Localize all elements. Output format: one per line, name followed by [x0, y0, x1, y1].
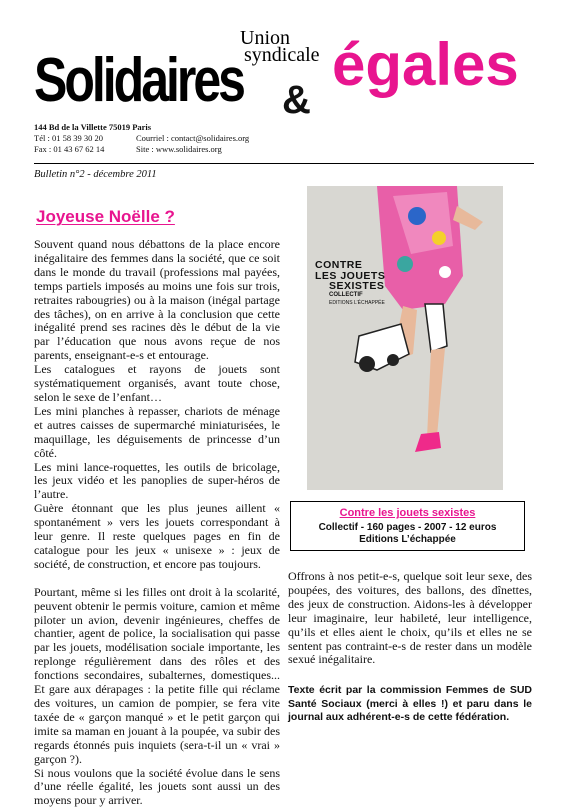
contact-row-phone — [34, 133, 534, 144]
robot-knee — [425, 304, 447, 352]
fax: Fax : 01 43 67 62 14 — [34, 144, 105, 154]
egales-title: égales — [332, 31, 519, 98]
cover-title-line: CONTRE — [315, 259, 363, 271]
website-link[interactable]: Site : www.solidaires.org — [136, 144, 222, 154]
ampersand: & — [282, 78, 311, 122]
email-link[interactable]: Courriel : contact@solidaires.org — [136, 133, 250, 143]
cover-title — [315, 260, 385, 292]
paragraph-catalogues: Les catalogues et rayons de jouets sont systématiquement organisés, avant toute chose, selon le sexe de l’enfant… — [34, 362, 280, 404]
paragraph-boys-toys: Les mini lance-roquettes, les outils de bricolage, les jeux vidéo et les panoplies de super-héros de l’autre. — [34, 459, 280, 502]
caption-publisher: Editions L’échappée — [359, 534, 456, 545]
phone: Tél : 01 58 39 30 20 — [34, 133, 103, 143]
masthead — [34, 27, 534, 122]
union-label: Union — [240, 27, 290, 49]
paragraph-unisex: Guère étonnant que les plus jeunes aillent « spontanément » vers les jouets correspondant à leur genre. Il reste quelques pages en fin de catalogue pour les jeux « unisexe » : jeux de société, de construction, et encore pas toujours. — [34, 501, 280, 571]
cover-collectif: COLLECTIF — [329, 292, 363, 298]
pink-shoe — [415, 432, 441, 452]
paragraph-equality: Si nous voulons que la société évolue dans le sens d’une réelle égalité, les jouets sont aussi un des moyens pour y arriver. — [34, 765, 280, 808]
brand-logo-text: Solidaires — [34, 44, 243, 115]
dress-dot — [439, 266, 451, 278]
caption-title: Contre les jouets sexistes — [339, 507, 476, 519]
paragraph-offer: Offrons à nos petit-e-s, quelque soit leur sexe, des poupées, des voitures, des ballons, des dînettes, des jeux de construction. Aidons-les à développer leur imaginaire, leur habileté, leur intelligence, qu’ils et elles aient le choix, qu’ils et elles ne se sentent pas contraint-e-s de rester dans un modèle sexué inégalitaire. — [288, 569, 532, 667]
article-left-column — [34, 238, 280, 808]
paragraph-girls-toys: Les mini planches à repasser, chariots de ménage et autres caisses de supermarché miniaturisées, le maquillage, les déguisements de princesse d’un côté. — [34, 403, 280, 460]
cover-title-line: LES JOUETS — [315, 269, 386, 282]
contact-block — [34, 122, 534, 155]
doll-illustration — [307, 186, 503, 490]
paragraph-intro: Souvent quand nous débattons de la place encore inégalitaire des femmes dans la société, que ce soit dans le monde du travail (professions mal payées, temps partiels imposés au moins une fois sur trois, retraites rabougries) ou à la maison (inégal partage des tâches), on en arrive à la conclusion que cette inégalité prend ses racines dès le début de la vie par l’éducation que nous avons reçue de nos parents, enseignant-e-s et entourage. — [34, 237, 280, 363]
article-title: Joyeuse Noëlle ? — [36, 207, 175, 226]
dress-dot — [408, 207, 426, 225]
dress-dot — [432, 231, 446, 245]
book-caption — [290, 501, 525, 551]
caption-details: Collectif - 160 pages - 2007 - 12 euros — [318, 522, 497, 533]
cover-editions: EDITIONS L’ÉCHAPPÉE — [329, 300, 385, 306]
cover-title-line: SEXISTES — [329, 280, 385, 292]
boot-wheel — [387, 354, 399, 366]
book-cover-image — [307, 186, 503, 490]
boot-wheel — [359, 356, 375, 372]
address: 144 Bd de la Villette 75019 Paris — [34, 122, 152, 132]
doll-leg-front — [427, 348, 445, 438]
contact-row-fax — [34, 144, 534, 155]
bulletin-label: Bulletin n°2 - décembre 2011 — [34, 169, 157, 180]
article-right-column — [288, 570, 532, 667]
syndicale-label: syndicale — [244, 44, 320, 66]
paragraph-socialisation: Pourtant, même si les filles ont droit à la scolarité, peuvent obtenir le permis voiture, camion et même piloter un avion, devenir ingénieures, cheffes de chantier, agent de police, la socialisation qui passe par les jouets, modélisation sociale importante, les replonge régulièrement dans des rôles et des fonctions secondaires, subalternes, domestiques... Et gare aux dérapages : la petite fille qui réclame des voitures, un camion de pompier, se fera vite taxée de « garçon manqué » et le petit garçon qui imite sa maman en jouant à la poupée, va subir des regards étonnés puis inquiets (sera-t-il un « vrai » garçon ?). — [34, 584, 280, 766]
article-signature: Texte écrit par la commission Femmes de SUD Santé Sociaux (merci à elles !) et paru dans le journal aux adhérent-e-s de cette fédération. — [288, 684, 532, 724]
dress-dot — [397, 256, 413, 272]
header-divider — [34, 163, 534, 164]
